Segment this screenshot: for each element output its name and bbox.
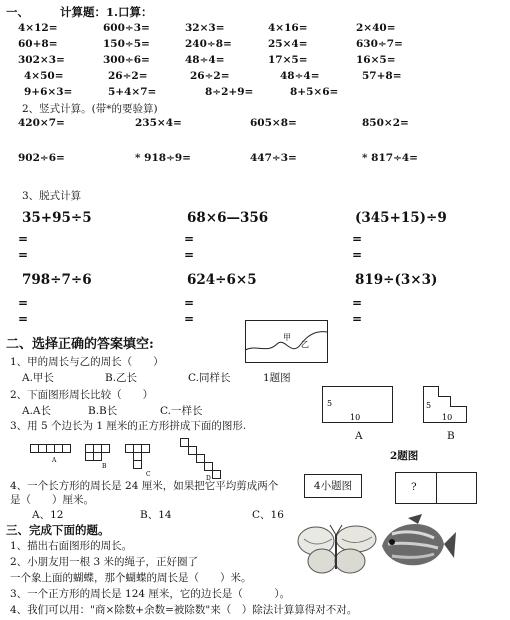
figure-1-diagram: [245, 320, 330, 365]
figure-2-caption: 2题图: [390, 450, 419, 462]
fish-image: [378, 514, 458, 578]
equals-sign: =: [352, 312, 363, 326]
figure-2-label-a: A: [355, 430, 363, 442]
equals-sign: =: [184, 232, 195, 246]
step-calc-heading: 3、脱式计算: [22, 190, 82, 202]
tile-shapes-diagram: [30, 438, 270, 482]
vertical-item: 902÷6=: [18, 152, 65, 164]
oral-item: 4×50=: [24, 70, 64, 82]
tile-label-d: D: [206, 475, 211, 482]
step-problem: (345+15)÷9: [355, 210, 447, 226]
figure-4-question-mark: ?: [411, 481, 417, 493]
equals-sign: =: [18, 296, 29, 310]
vertical-calc-heading: 2、竖式计算。(带*的要验算): [22, 103, 158, 115]
step-problem: 798÷7÷6: [22, 272, 92, 288]
equals-sign: =: [18, 232, 29, 246]
figure-1-label-yi: 乙: [301, 340, 309, 349]
oral-item: 16×5=: [356, 54, 396, 66]
section-3-item-2: 2、小朋友用一根 3 米的绳子，正好圈了: [10, 556, 199, 568]
vertical-item: * 817÷4=: [362, 152, 418, 164]
butterfly-image: [298, 525, 376, 577]
figure-2-label-b: B: [447, 430, 455, 442]
equals-sign: =: [18, 312, 29, 326]
oral-item: 4×12=: [18, 22, 58, 34]
step-problem: 35+95÷5: [22, 210, 92, 226]
vertical-item: 235×4=: [135, 117, 182, 129]
equals-sign: =: [18, 248, 29, 262]
oral-item: 48÷4=: [280, 70, 320, 82]
oral-item: 17×5=: [268, 54, 308, 66]
oral-item: 5+4×7=: [108, 86, 157, 98]
figure-4-caption-box: 4小题图: [304, 474, 362, 498]
section-3-item-2-cont: 一个象上面的蝴蝶，那个蝴蝶的周长是（ ）米。: [10, 572, 252, 584]
equals-sign: =: [352, 232, 363, 246]
question-1: 1、甲的周长与乙的周长（ ）: [10, 356, 164, 368]
oral-item: 240÷8=: [185, 38, 232, 50]
q2-option-a: A.A长: [22, 405, 52, 417]
oral-item: 302×3=: [18, 54, 65, 66]
vertical-item: 850×2=: [362, 117, 409, 129]
equals-sign: =: [352, 248, 363, 262]
oral-item: 8÷2+9=: [205, 86, 254, 98]
oral-item: 300÷6=: [103, 54, 150, 66]
figure-2-diagram: [318, 380, 498, 440]
figure-2-height-b: 5: [426, 401, 432, 410]
oral-item: 48÷4=: [185, 54, 225, 66]
oral-item: 26÷2=: [190, 70, 230, 82]
oral-arith-heading: 计算题：1.口算：: [60, 5, 153, 19]
section-3-item-4: 4、我们可以用："商×除数+余数=被除数"来（ ）除法计算算得对不对。: [10, 604, 358, 616]
q4-option-b: B、14: [140, 509, 172, 521]
question-4-line-1: 4、一个长方形的周长是 24 厘米，如果把它平均剪成两个: [10, 480, 279, 492]
section-3-item-1: 1、描出右面图形的周长。: [10, 540, 133, 552]
step-problem: 819÷(3×3): [355, 272, 438, 288]
oral-item: 4×16=: [268, 22, 308, 34]
step-problem: 68×6—356: [187, 210, 269, 226]
q2-option-b: B.B长: [88, 405, 118, 417]
q1-option-b: B.乙长: [105, 372, 138, 384]
equals-sign: =: [184, 296, 195, 310]
vertical-item: 605×8=: [250, 117, 297, 129]
oral-item: 25×4=: [268, 38, 308, 50]
vertical-item: 447÷3=: [250, 152, 297, 164]
section-2-heading: 二、选择正确的答案填空:: [6, 337, 154, 352]
figure-1-caption: 1题图: [263, 372, 291, 384]
q1-option-a: A.甲长: [22, 372, 54, 384]
q4-option-c: C、16: [252, 509, 284, 521]
section-1-heading: 一、: [6, 5, 29, 19]
figure-4-diagram: [395, 472, 477, 504]
equals-sign: =: [184, 312, 195, 326]
oral-item: 150÷5=: [103, 38, 150, 50]
oral-item: 26÷2=: [108, 70, 148, 82]
figure-2-width-a: 10: [350, 413, 361, 422]
section-3-heading: 三、完成下面的题。: [6, 523, 110, 537]
figure-4-divider: [436, 473, 437, 503]
vertical-item: * 918÷9=: [135, 152, 191, 164]
tile-label-c: C: [146, 471, 151, 478]
tile-label-b: B: [102, 463, 107, 470]
question-3: 3、用 5 个边长为 1 厘米的正方形拼成下面的图形.: [10, 420, 247, 432]
oral-item: 630÷7=: [356, 38, 403, 50]
oral-item: 60+8=: [18, 38, 58, 50]
figure-1-label-jia: 甲: [283, 333, 291, 342]
figure-2-height-a: 5: [327, 399, 333, 408]
question-4-line-2: 是（ ）厘米。: [10, 494, 94, 506]
section-3-item-3: 3、一个正方形的周长是 124 厘米，它的边长是（ ）。: [10, 588, 291, 600]
equals-sign: =: [184, 248, 195, 262]
q4-option-a: A、12: [32, 509, 64, 521]
oral-item: 600÷3=: [103, 22, 150, 34]
oral-item: 32×3=: [185, 22, 225, 34]
equals-sign: =: [352, 296, 363, 310]
oral-item: 9+6×3=: [24, 86, 73, 98]
step-problem: 624÷6×5: [187, 272, 257, 288]
vertical-item: 420×7=: [18, 117, 65, 129]
figure-2-width-b: 10: [442, 413, 453, 422]
question-2: 2、下面图形周长比较（ ）: [10, 389, 154, 401]
oral-item: 57+8=: [362, 70, 402, 82]
tile-label-a: A: [52, 457, 57, 464]
oral-item: 2×40=: [356, 22, 396, 34]
oral-item: 8+5×6=: [290, 86, 339, 98]
q2-option-c: C.一样长: [160, 405, 203, 417]
q1-option-c: C.同样长: [188, 372, 231, 384]
